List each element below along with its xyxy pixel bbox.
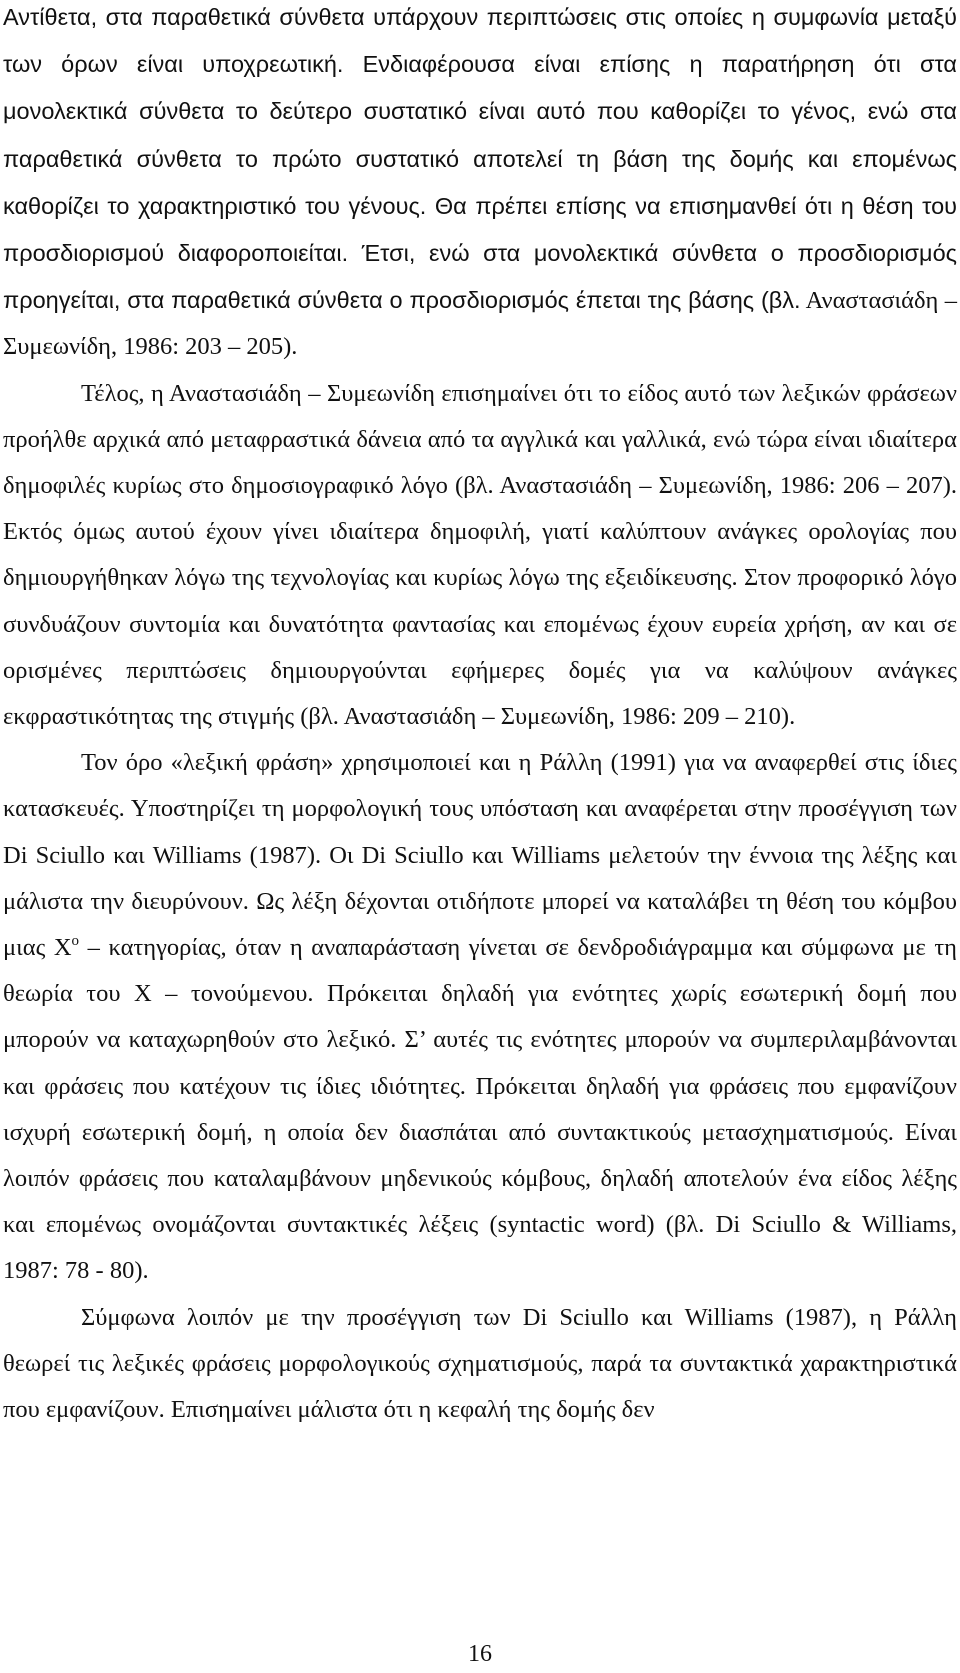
paragraph-4: Σύμφωνα λοιπόν με την προσέγγιση των Di Sciullo και Williams (1987), η Ράλλη θεωρεί τις λεξικές φράσεις μορφολογικούς σχηματισμούς, παρά τα συντακτικά χαρακτηριστικά που εμφανίζουν. Επισημαίνει μάλιστα ότι η κεφαλή της δομής δεν: [3, 1303, 957, 1424]
paragraph-2: Τέλος, η Αναστασιάδη – Συμεωνίδη επισημαίνει ότι το είδος αυτό των λεξικών φράσεων προήλθε αρχικά από μεταφραστικά δάνεια από τα αγγλικά και γαλλικά, ενώ τώρα είναι ιδιαίτερα δημοφιλές κυρίως στο δημοσιογραφικό λόγο (βλ. Αναστασιάδη – Συμεωνίδη, 1986: 206 – 207). Εκτός όμως αυτού έχουν γίνει ιδιαίτερα δημοφιλή, γιατί καλύπτουν ανάγκες ορολογίας που δημιουργήθηκαν λόγω της τεχνολογίας και κυρίως λόγω της εξειδίκευσης. Στον προφορικό λόγο συνδυάζουν συντομία και δυνατότητα φαντασίας και επομένως έχουν ευρεία χρήση, αν και σε ορισμένες περιπτώσεις δημιουργούνται εφήμερες δομές για να καλύψουν ανάγκες εκφραστικότητας της στιγμής (βλ. Αναστασιάδη – Συμεωνίδη, 1986: 209 – 210).: [3, 379, 957, 731]
paragraph-3-text-start: Τον όρο «λεξική φράση» χρησιμοποιεί και η Ράλλη (1991) για να αναφερθεί στις ίδιες κατασκευές. Υποστηρίζει τη μορφολογική τους υπόσταση και αναφέρεται στην προσέγγιση των Di Sciullo και Williams (1987). Οι Di Sciullo και Williams μελετούν την έννοια της λέξης και μάλιστα την διευρύνουν. Ως λέξη δέχονται οτιδήποτε μπορεί να καταλάβει τη θέση του κόμβου μιας X: [3, 749, 957, 962]
superscript-o: o: [71, 933, 80, 950]
paragraph-1-sans-text: Αντίθετα, στα παραθετικά σύνθετα υπάρχουν περιπτώσεις στις οποίες η συμφωνία μεταξύ των όρων είναι υποχρεωτική. Ενδιαφέρουσα είναι επίσης η παρατήρηση ότι στα μονολεκτικά σύνθετα το δεύτερο συστατικό είναι αυτό που καθορίζει το γένος, ενώ στα παραθετικά σύνθετα το πρώτο συστατικό αποτελεί τη βάση της δομής και επομένως καθορίζει το χαρακτηριστικό του γένους. Θα πρέπει επίσης να επισημανθεί ότι η θέση του προσδιορισμού διαφοροποιείται. Έτσι, ενώ στα μονολεκτικά σύνθετα ο προσδιορισμός προηγείται, στα παραθετικά σύνθετα ο προσδιορισμός έπεται της βάσης (βλ.: [3, 4, 957, 314]
page-number: 16: [468, 1641, 492, 1667]
paragraph-3: [3, 740, 957, 1294]
paragraph-3-text-end: – κατηγορίας, όταν η αναπαράσταση γίνεται σε δενδροδιάγραμμα και σύμφωνα με τη θεωρία του X – τονούμενου. Πρόκειται δηλαδή για ενότητες χωρίς εσωτερική δομή που μπορούν να καταχωρηθούν στο λεξικό. Σ’ αυτές τις ενότητες μπορούν να συμπεριλαμβάνονται και φράσεις που κατέχουν τις ίδιες ιδιότητες. Πρόκειται δηλαδή για φράσεις που εμφανίζουν ισχυρή εσωτερική δομή, η οποία δεν διασπάται από συντακτικούς μετασχηματισμούς. Είναι λοιπόν φράσεις που καταλαμβάνουν μηδενικούς κόμβους, δηλαδή αποτελούν ένα είδος λέξης και επομένως ονομάζονται συντακτικές λέξεις (syntactic word) (βλ. Di Sciullo & Williams, 1987: 78 - 80).: [3, 934, 957, 1285]
paragraph-1-citation: Αναστασιάδη – Συμεωνίδη, 1986: 203 – 205).: [3, 287, 957, 361]
page-body: [3, 0, 957, 1433]
paragraph-1: [3, 0, 957, 371]
